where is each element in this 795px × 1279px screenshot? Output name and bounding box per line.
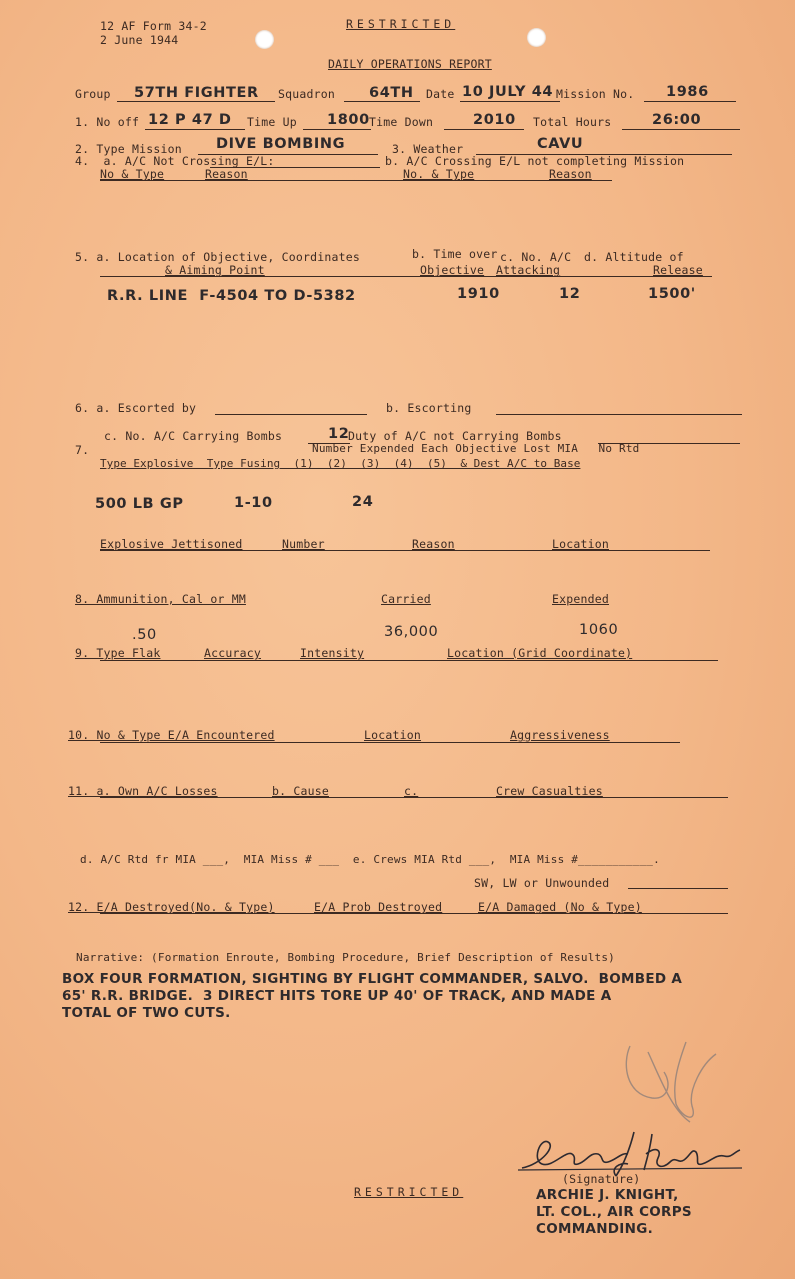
item4-col-reason-b: Reason	[549, 167, 592, 181]
ammunition-expended-value: 1060	[579, 622, 619, 638]
time-over-value: 1910	[457, 286, 500, 302]
signer-rank: LT. COL., AIR CORPS	[536, 1204, 692, 1220]
date-underline	[460, 101, 560, 102]
approval-initial-mark	[612, 1024, 722, 1134]
weather-value: CAVU	[537, 136, 584, 152]
form-number: 12 AF Form 34-2	[100, 19, 207, 33]
carrying-bombs-value: 12	[328, 426, 350, 442]
type-mission-label: 2. Type Mission	[75, 142, 182, 156]
item5a-underline	[100, 276, 400, 277]
escorted-by-label: 6. a. Escorted by	[75, 401, 197, 415]
ammunition-expended-label: Expended	[552, 592, 609, 606]
item5d-label-1: d. Altitude of	[584, 250, 684, 264]
total-hours-value: 26:00	[652, 112, 702, 128]
group-label: Group	[75, 87, 111, 101]
ammunition-carried-label: Carried	[381, 592, 431, 606]
form-date: 2 June 1944	[100, 33, 179, 47]
wounded-label: SW, LW or Unwounded	[474, 876, 610, 890]
item12-underline	[100, 913, 728, 914]
signature-label: (Signature)	[562, 1172, 641, 1186]
item5c-label-1: c. No. A/C	[500, 250, 572, 264]
loss-cause-label: b. Cause	[272, 784, 329, 798]
item7-header-2: Type Explosive Type Fusing (1) (2) (3) (4) (5) & Dest A/C to Base	[100, 457, 581, 470]
squadron-value: 64TH	[369, 85, 414, 101]
mission-label: Mission No.	[556, 87, 635, 101]
mission-value: 1986	[666, 84, 709, 100]
flak-intensity-label: Intensity	[300, 646, 365, 660]
no-off-label: 1. No off	[75, 115, 140, 129]
item4b-label: b. A/C Crossing E/L not completing Mission	[385, 154, 685, 168]
ea-prob-destroyed-label: E/A Prob Destroyed	[314, 900, 443, 914]
date-label: Date	[426, 87, 455, 101]
flak-location-label: Location (Grid Coordinate)	[447, 646, 633, 660]
time-down-label: Time Down	[369, 115, 434, 129]
item11c-label: c.	[404, 784, 419, 798]
item4a-label: 4. a. A/C Not Crossing E/L:	[75, 154, 275, 168]
item5d-label-2: Release	[653, 263, 703, 277]
group-value: 57TH FIGHTER	[134, 85, 259, 101]
item7-header-1: Number Expended Each Objective Lost MIA No Rtd	[312, 442, 640, 455]
item4-col-no-type-b: No. & Type	[403, 167, 475, 181]
squadron-underline	[344, 101, 420, 102]
item5b-label-2: Objective	[420, 263, 485, 277]
flak-underline	[100, 660, 718, 661]
jettison-label: Explosive Jettisoned	[100, 537, 243, 551]
item5c-label-2: Attacking	[496, 263, 561, 277]
jettison-reason-label: Reason	[412, 537, 455, 551]
ea-aggressiveness-label: Aggressiveness	[510, 728, 610, 742]
escorted-by-underline	[215, 414, 367, 415]
item11-underline	[100, 797, 728, 798]
no-off-value: 12 P 47 D	[148, 112, 232, 128]
ea-damaged-label: E/A Damaged (No & Type)	[478, 900, 642, 914]
time-up-label: Time Up	[247, 115, 297, 129]
punch-hole-left	[255, 30, 274, 49]
ammunition-carried-value: 36,000	[384, 624, 439, 640]
ea-location-label: Location	[364, 728, 421, 742]
duty-label: Duty of A/C not Carrying Bombs	[348, 429, 562, 443]
type-mission-value: DIVE BOMBING	[216, 136, 346, 152]
objective-location-value: R.R. LINE F-4504 TO D-5382	[107, 288, 356, 304]
total-hours-label: Total Hours	[533, 115, 612, 129]
own-losses-label: 11. a. Own A/C Losses	[68, 784, 218, 798]
signer-role: COMMANDING.	[536, 1221, 654, 1237]
date-value: 10 JULY 44	[462, 84, 554, 100]
flak-type-label: 9. Type Flak	[75, 646, 161, 660]
weather-label: 3. Weather	[392, 142, 464, 156]
narrative-line-3: TOTAL OF TWO CUTS.	[62, 1005, 231, 1021]
ammunition-label: 8. Ammunition, Cal or MM	[75, 592, 246, 606]
total-hours-underline	[622, 129, 740, 130]
narrative-line-1: BOX FOUR FORMATION, SIGHTING BY FLIGHT COMMANDER, SALVO. BOMBED A	[62, 971, 683, 987]
time-up-value: 1800	[327, 112, 370, 128]
type-explosive-value: 500 LB GP	[95, 496, 184, 512]
ea-encountered-label: 10. No & Type E/A Encountered	[68, 728, 275, 742]
time-down-value: 2010	[473, 112, 516, 128]
escorting-label: b. Escorting	[386, 401, 472, 415]
carrying-bombs-label: c. No. A/C Carrying Bombs	[104, 429, 283, 443]
mia-return-line: d. A/C Rtd fr MIA ___, MIA Miss # ___ e. Crews MIA Rtd ___, MIA Miss #___________.	[80, 853, 660, 866]
narrative-line-2: 65' R.R. BRIDGE. 3 DIRECT HITS TORE UP 40' OF TRACK, AND MADE A	[62, 988, 612, 1004]
jettison-number-label: Number	[282, 537, 325, 551]
jettison-underline	[100, 550, 710, 551]
item4-row-underline	[100, 180, 612, 181]
item4-col-no-type-a: No & Type	[100, 167, 165, 181]
altitude-value: 1500'	[648, 286, 696, 302]
narrative-label: Narrative: (Formation Enroute, Bombing Procedure, Brief Description of Results)	[76, 951, 615, 964]
item5b-label-1: b. Time over	[412, 247, 498, 261]
wounded-underline	[628, 888, 728, 889]
type-fusing-value: 1-10	[234, 495, 273, 511]
mission-underline	[644, 101, 736, 102]
crew-casualties-label: Crew Casualties	[496, 784, 603, 798]
flak-accuracy-label: Accuracy	[204, 646, 261, 660]
no-off-underline	[145, 129, 245, 130]
report-title: DAILY OPERATIONS REPORT	[328, 57, 492, 71]
item5a-label-2: & Aiming Point	[165, 263, 265, 277]
item4-col-reason-a: Reason	[205, 167, 248, 181]
time-down-underline	[444, 129, 524, 130]
escorting-underline	[496, 414, 742, 415]
group-underline	[117, 101, 275, 102]
signer-name: ARCHIE J. KNIGHT,	[536, 1187, 679, 1203]
ea-destroyed-label: 12. E/A Destroyed(No. & Type)	[68, 900, 275, 914]
item7-number: 7.	[75, 443, 90, 457]
jettison-location-label: Location	[552, 537, 609, 551]
classification-bottom: RESTRICTED	[354, 1185, 464, 1199]
ea-underline	[100, 742, 680, 743]
item5-header-underline	[400, 276, 712, 277]
time-up-underline	[303, 129, 371, 130]
item5a-label-1: 5. a. Location of Objective, Coordinates	[75, 250, 360, 264]
no-ac-attacking-value: 12	[559, 286, 581, 302]
squadron-label: Squadron	[278, 87, 335, 101]
ammunition-caliber-value: .50	[132, 627, 157, 643]
expended-bombs-value: 24	[352, 494, 374, 510]
classification-top: RESTRICTED	[346, 17, 456, 31]
punch-hole-right	[527, 28, 546, 47]
